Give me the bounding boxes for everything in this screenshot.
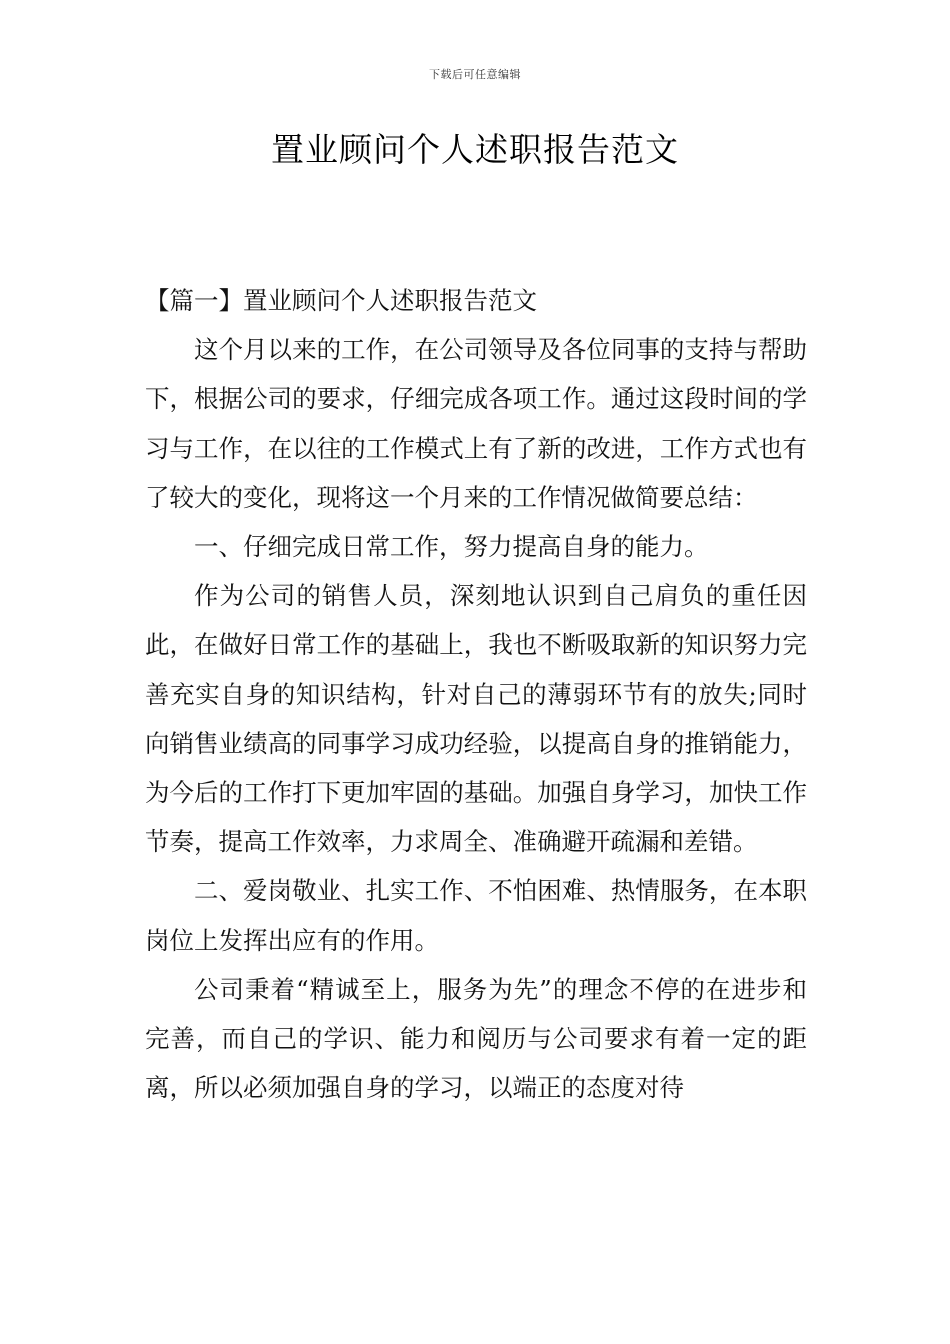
document-body	[145, 276, 807, 1112]
paragraph-point-one-heading: 一、仔细完成日常工作，努力提高自身的能力。	[194, 532, 709, 562]
paragraph-point-two-body: 公司秉着“精诚至上，服务为先”的理念不停的在进步和完善，而自己的学识、能力和阅历与公司要求有着一定的距离，所以必须加强自身的学习，以端正的态度对待	[145, 974, 807, 1103]
document-title: 置业顾问个人述职报告范文	[271, 130, 679, 169]
paragraph-point-two-heading: 二、爱岗敬业、扎实工作、不怕困难、热情服务，在本职岗位上发挥出应有的作用。	[145, 876, 807, 955]
paragraph-intro: 这个月以来的工作，在公司领导及各位同事的支持与帮助下，根据公司的要求，仔细完成各项工作。通过这段时间的学习与工作，在以往的工作模式上有了新的改进，工作方式也有了较大的变化，现将这一个月来的工作情况做简要总结：	[145, 335, 807, 512]
header-note: 下载后可任意编辑	[429, 68, 521, 81]
paragraph-point-one-body: 作为公司的销售人员，深刻地认识到自己肩负的重任因此，在做好日常工作的基础上，我也不断吸取新的知识努力完善充实自身的知识结构，针对自己的薄弱环节有的放失;同时向销售业绩高的同事学习成功经验，以提高自身的推销能力，为今后的工作打下更加牢固的基础。加强自身学习，加快工作节奏，提高工作效率，力求周全、准确避开疏漏和差错。	[145, 581, 807, 857]
section-heading: 【篇一】置业顾问个人述职报告范文	[145, 286, 537, 315]
